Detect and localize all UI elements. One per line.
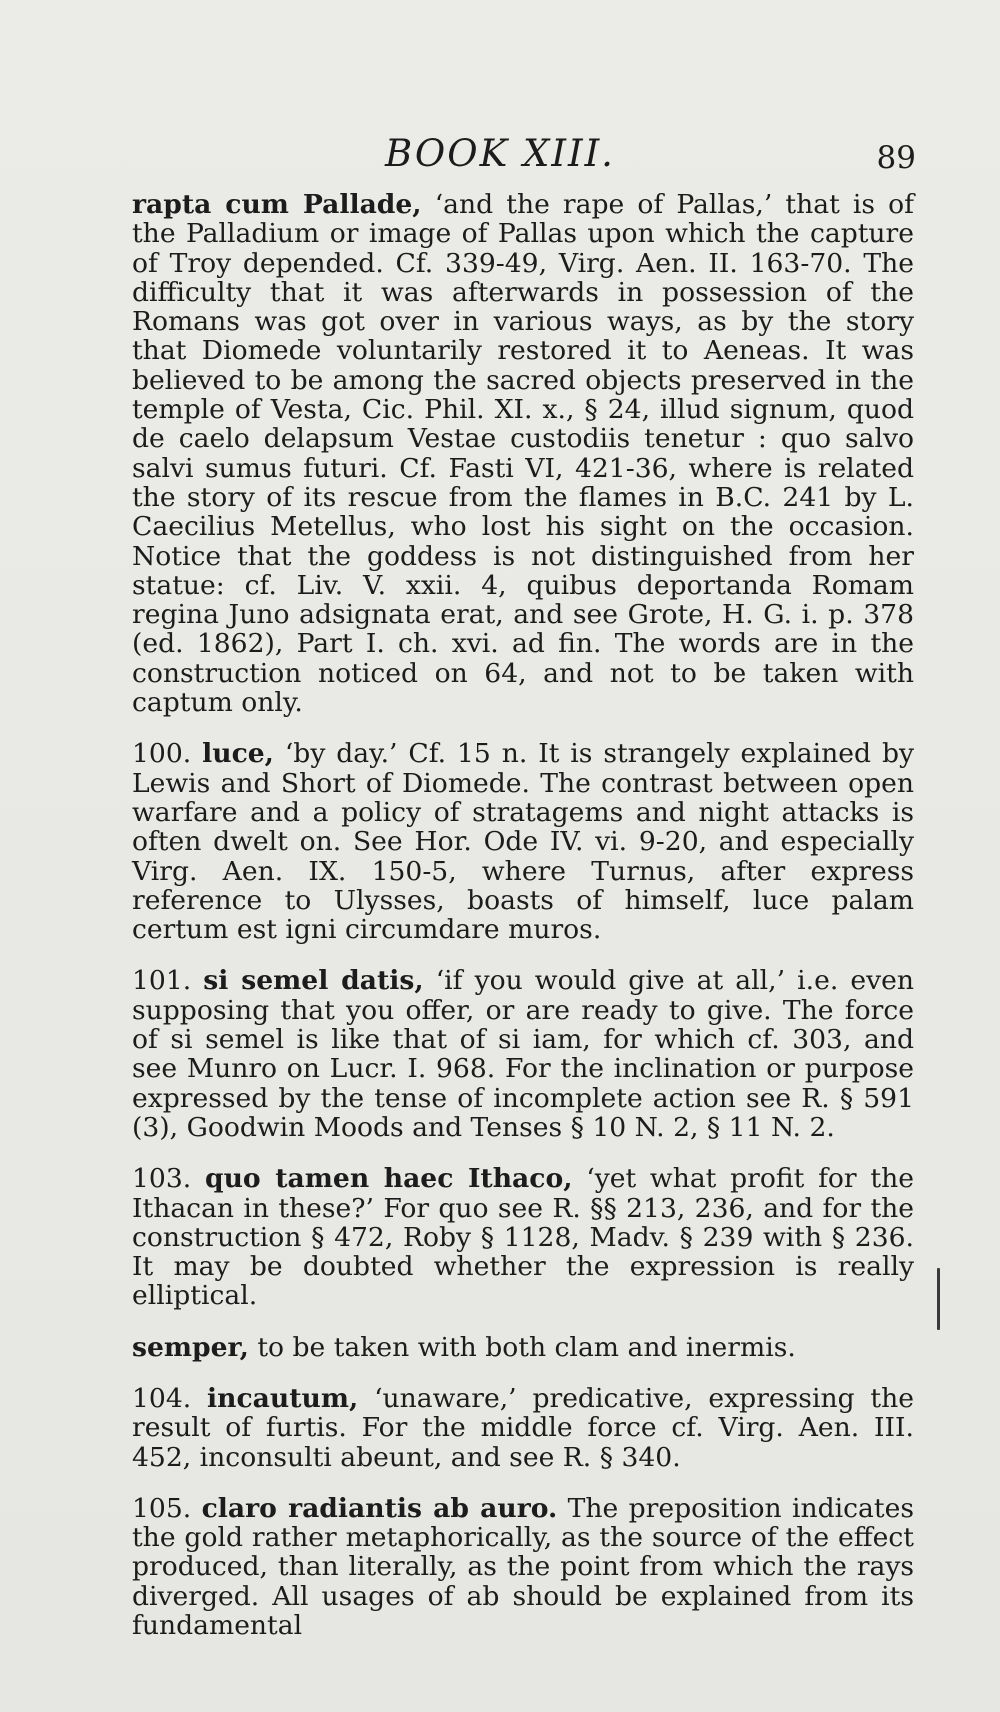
note-text: ‘unaware,’ predicative, expressing the result of furtis. For the middle force cf. Virg. Aen. III. 452, inconsulti abeunt, and see R. § 340.	[132, 1382, 914, 1473]
line-number: 105.	[132, 1492, 192, 1524]
line-number: 100.	[132, 738, 192, 770]
commentary-body	[82, 190, 914, 1640]
note-headword: claro radiantis ab auro.	[201, 1492, 558, 1524]
note-text: ‘by day.’ Cf. 15 n. It is strangely explained by Lewis and Short of Diomede. The contrast between open warfare and a policy of stratagems and night attacks is often dwelt on. See Hor. Ode IV. vi. 9-20, and especially Virg. Aen. IX. 150-5, where Turnus, after express reference to Ulysses, boasts of himself, luce palam certum est igni circumdare muros.	[132, 738, 914, 946]
running-title: BOOK XIII.	[385, 132, 615, 175]
note-text: ‘yet what profit for the Ithacan in these?’ For quo see R. §§ 213, 236, and for the construction § 472, Roby § 1128, Madv. § 239 with § 236. It may be doubted whether the expression is really elliptical.	[132, 1163, 914, 1312]
note-headword: semper,	[132, 1331, 249, 1363]
commentary-note	[82, 966, 914, 1142]
line-number: 103.	[132, 1163, 192, 1195]
commentary-note	[82, 1494, 914, 1640]
commentary-note	[82, 190, 914, 717]
commentary-note	[82, 1333, 914, 1362]
note-headword: incautum,	[207, 1382, 359, 1414]
running-head	[0, 132, 1000, 182]
commentary-note	[82, 739, 914, 944]
margin-mark	[937, 1268, 940, 1330]
line-number: 104.	[132, 1382, 192, 1414]
note-text: ‘and the rape of Pallas,’ that is of the Palladium or image of Pallas upon which the capture of Troy depended. Cf. 339-49, Virg. Aen. II. 163-70. The difficulty that it was afterwards in possession of the Romans was got over in various ways, as by the story that Diomede voluntarily restored it to Aeneas. It was believed to be among the sacred objects preserved in the temple of Vesta, Cic. Phil. XI. x., § 24, illud signum, quod de caelo delapsum Vestae custodiis tenetur : quo salvo salvi sumus futuri. Cf. Fasti VI, 421-36, where is related the story of its rescue from the flames in B.C. 241 by L. Caecilius Metellus, who lost his sight on the occasion. Notice that the goddess is not distinguished from her statue: cf. Liv. V. xxii. 4, quibus deportanda Romam regina Juno adsignata erat, and see Grote, H. G. i. p. 378 (ed. 1862), Part I. ch. xvi. ad fin. The words are in the construction noticed on 64, and not to be taken with captum only.	[132, 189, 914, 719]
note-headword: quo tamen haec Ithaco,	[205, 1163, 573, 1195]
note-headword: luce,	[202, 738, 274, 770]
note-text: to be taken with both clam and inermis.	[257, 1331, 796, 1363]
page-number: 89	[876, 140, 916, 176]
note-headword: rapta cum Pallade,	[132, 189, 422, 220]
note-text: The preposition indicates the gold rather metaphorically, as the source of the effect produced, than literally, as the point from which the rays diverged. All usages of ab should be explained from its fundamental	[132, 1492, 914, 1642]
note-headword: si semel datis,	[203, 965, 424, 997]
note-text: ‘if you would give at all,’ i.e. even supposing that you offer, or are ready to give. The force of si semel is like that of si iam, for which cf. 303, and see Munro on Lucr. I. 968. For the inclination or purpose expressed by the tense of incomplete action see R. § 591 (3), Goodwin Moods and Tenses § 10 N. 2, § 11 N. 2.	[132, 965, 914, 1143]
commentary-note	[82, 1384, 914, 1472]
commentary-note	[82, 1164, 914, 1310]
line-number: 101.	[132, 965, 192, 997]
